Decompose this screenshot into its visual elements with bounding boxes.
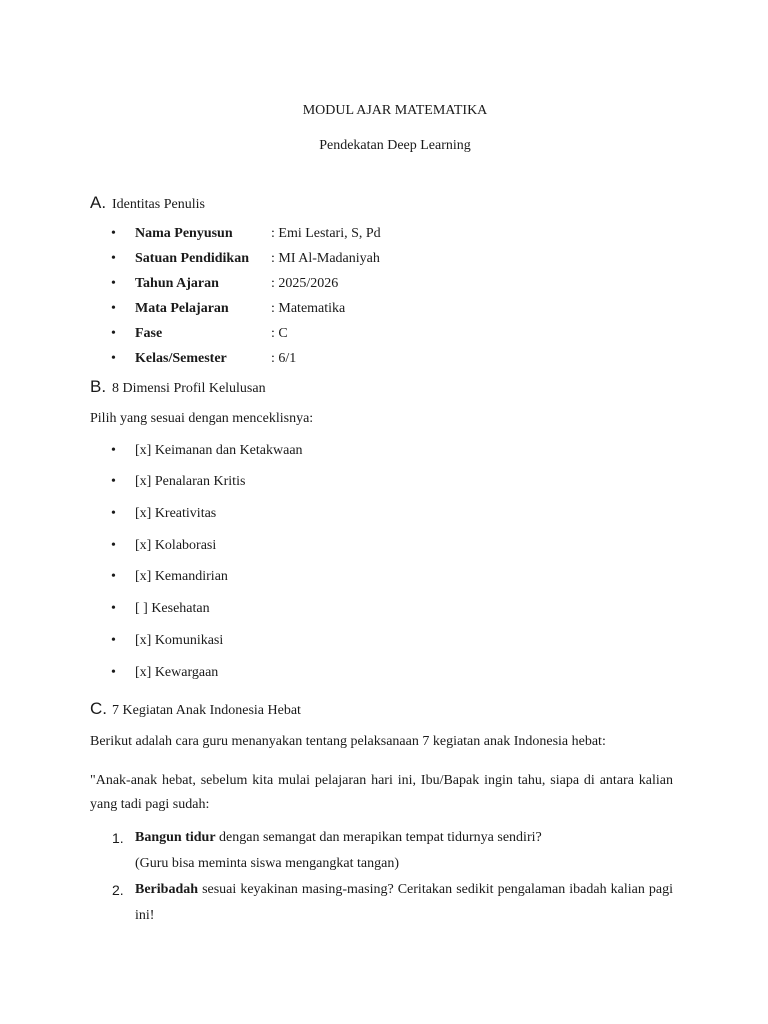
identity-value: : Matematika (271, 301, 346, 316)
identity-key: Tahun Ajaran (135, 276, 219, 291)
bullet-icon: • (111, 538, 116, 553)
section-b-title: 8 Dimensi Profil Kelulusan (112, 381, 266, 396)
list-item-note: (Guru bisa meminta siswa mengangkat tangan) (135, 856, 399, 871)
section-c-intro: Berikut adalah cara guru menanyakan tentang pelaksanaan 7 kegiatan anak Indonesia hebat: (90, 734, 606, 749)
profile-item-label: [ ] Kesehatan (135, 601, 210, 616)
document-title: MODUL AJAR MATEMATIKA (302, 103, 488, 118)
profile-item-label: [x] Penalaran Kritis (135, 474, 246, 489)
bullet-icon: • (111, 226, 116, 241)
identity-value: : 6/1 (271, 351, 297, 366)
section-c-letter: C. (90, 699, 107, 718)
identity-key: Fase (135, 326, 163, 341)
identity-key: Mata Pelajaran (135, 301, 229, 316)
bullet-icon: • (111, 665, 116, 680)
profile-item-label: [x] Kemandirian (135, 569, 228, 584)
section-a-title: Identitas Penulis (112, 197, 205, 212)
list-item (135, 877, 673, 929)
section-c-quote: "Anak-anak hebat, sebelum kita mulai pelajaran hari ini, Ibu/Bapak ingin tahu, siapa di antara kalian yang tadi pagi sudah: (90, 773, 673, 812)
section-c-heading (90, 699, 301, 719)
bullet-icon: • (111, 326, 116, 341)
identity-value: : MI Al-Madaniyah (271, 251, 380, 266)
profile-item-label: [x] Komunikasi (135, 633, 224, 648)
identity-key: Satuan Pendidikan (135, 251, 249, 266)
section-b-heading (90, 377, 266, 397)
list-item-bold: Beribadah (135, 882, 199, 897)
bullet-icon: • (111, 301, 116, 316)
profile-item-label: [x] Kolaborasi (135, 538, 217, 553)
bullet-icon: • (111, 506, 116, 521)
identity-key: Nama Penyusun (135, 226, 233, 241)
section-a-heading (90, 193, 205, 213)
identity-value: : 2025/2026 (271, 276, 339, 291)
bullet-icon: • (111, 474, 116, 489)
profile-item-label: [x] Keimanan dan Ketakwaan (135, 443, 303, 458)
list-number: 2. (112, 882, 124, 898)
list-item-text: dengan semangat dan merapikan tempat tidurnya sendiri? (215, 830, 542, 845)
bullet-icon: • (111, 351, 116, 366)
identity-key: Kelas/Semester (135, 351, 227, 366)
identity-value: : C (271, 326, 288, 341)
bullet-icon: • (111, 443, 116, 458)
section-b-intro: Pilih yang sesuai dengan menceklisnya: (90, 411, 314, 426)
list-item-text: sesuai keyakinan masing-masing? Ceritakan sedikit pengalaman ibadah kalian pagi ini! (135, 882, 673, 923)
identity-value: : Emi Lestari, S, Pd (271, 226, 381, 241)
list-item-bold: Bangun tidur (135, 830, 216, 845)
bullet-icon: • (111, 276, 116, 291)
list-number: 1. (112, 830, 124, 846)
bullet-icon: • (111, 251, 116, 266)
section-c-title: 7 Kegiatan Anak Indonesia Hebat (112, 703, 301, 718)
document-subtitle: Pendekatan Deep Learning (319, 138, 471, 153)
bullet-icon: • (111, 569, 116, 584)
bullet-icon: • (111, 633, 116, 648)
profile-item-label: [x] Kewargaan (135, 665, 219, 680)
profile-item-label: [x] Kreativitas (135, 506, 217, 521)
list-item (135, 825, 673, 851)
bullet-icon: • (111, 601, 116, 616)
section-a-letter: A. (90, 193, 107, 212)
section-b-letter: B. (90, 377, 107, 396)
